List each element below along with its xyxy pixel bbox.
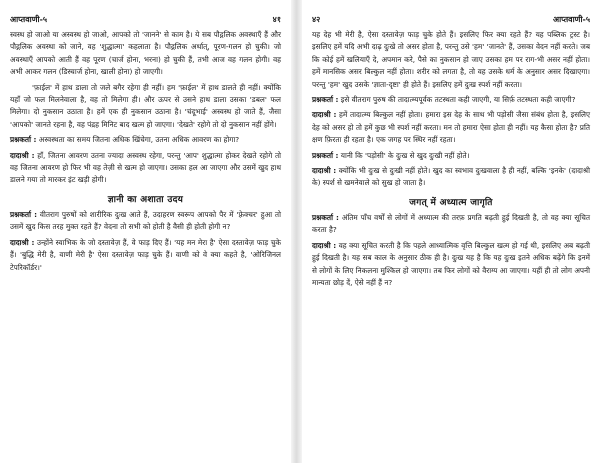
qa-paragraph bbox=[312, 150, 590, 162]
qa-paragraph bbox=[312, 109, 590, 146]
qa-paragraph bbox=[10, 237, 281, 274]
body-text bbox=[10, 29, 281, 187]
speaker-label: प्रश्नकर्ता : bbox=[312, 150, 339, 160]
qa-text: हाँ, जितना आवरण उतना ज्यादा अस्वस्थ रहेगा, परन्तु 'आप' शुद्धात्मा होकर देखते रहोगे तो वह जितना आवरण हो फिर भी वह तेज़ी से खत्म हो जाएगा। उसका हल आ जाएगा और उसमें खुद हाथ डालने गया तो मारकर इंट खड़ी होगी। bbox=[10, 150, 281, 185]
qa-text: क्योंकि भी दुःख से दुःखी नहीं होते। खुद का स्वभाव दुःखवाला है ही नहीं, बल्कि 'इनके' (दादाश्री के) स्पर्श से खमनेवाले को सुख हो जाता है। bbox=[312, 166, 590, 188]
page-number: ४१ bbox=[272, 15, 281, 24]
running-head bbox=[312, 14, 590, 25]
qa-text: इसे वीतराग पुरुष की तादात्म्यपूर्वक तटस्थता कही जाएगी, या सिर्फ़ तटस्थता कही जाएगी? bbox=[340, 95, 576, 105]
running-head bbox=[10, 14, 281, 25]
section-body bbox=[10, 209, 281, 274]
paragraph: 'फ़ाईल' में हाथ डाला तो जले बगैर रहेगा ही नहीं। हम 'फ़ाईल' में हाथ डालते ही नहीं। क्योंकि यहाँ जो फल मिलनेवाला है, वह तो मिलेगा ही। और ऊपर से उसने हाथ डाला उसका 'डबल' फल मिलेगा। दो नुकसान उठाता है। हमें एक ही नुकसान उठाना है। 'चंदूभाई' अस्वस्थ हो जाते हैं, जैसा 'आपको' जानते रहना है, वह पंद्रह मिनिट बाद खत्म हो जाएगा। 'देखते' रहोगे तो दो नुकसान नहीं होंगे। bbox=[10, 82, 281, 129]
speaker-label: दादाश्री : bbox=[312, 240, 337, 250]
book-gutter bbox=[291, 0, 302, 463]
qa-paragraph bbox=[312, 240, 590, 290]
qa-text: अस्वस्थता का समय जितना अधिक खिंचेगा, उतना अधिक आवरण का होगा? bbox=[38, 135, 240, 145]
section-heading: जगत् में अध्यात्म जागृति bbox=[409, 197, 493, 208]
speaker-label: दादाश्री : bbox=[10, 150, 35, 160]
speaker-label: दादाश्री : bbox=[312, 166, 337, 176]
speaker-label: दादाश्री : bbox=[312, 110, 337, 120]
qa-paragraph bbox=[10, 209, 281, 234]
speaker-label: दादाश्री : bbox=[10, 237, 35, 247]
qa-text: अंतिम पाँच वर्षों से लोगों में अध्यात्म की तरफ़ प्रगति बढ़ती हुई दिखती है, तो वह क्या सूचित करता है? bbox=[312, 212, 590, 235]
qa-paragraph bbox=[312, 94, 590, 106]
qa-paragraph bbox=[10, 134, 281, 146]
qa-text: वीतराग पुरुषों को शारीरिक दुःख आते हैं, उदाहरण स्वरूप आपको पैर में 'फ़्रेक्चर' हुआ तो उसमें खुद किस तरह मुक्त रहते हैं? वेदना तो सभी को होती है वैसी ही होती होगी न? bbox=[10, 209, 281, 232]
qa-paragraph bbox=[312, 212, 590, 237]
speaker-label: प्रश्नकर्ता : bbox=[312, 95, 339, 105]
speaker-label: प्रश्नकर्ता : bbox=[10, 135, 37, 145]
page-number: ४२ bbox=[312, 15, 321, 24]
qa-text: यानी कि 'पड़ोसी' के दुःख से खुद दुःखी नहीं होते। bbox=[340, 150, 470, 160]
speaker-label: प्रश्नकर्ता : bbox=[10, 209, 37, 219]
qa-paragraph bbox=[312, 165, 590, 190]
book-title: आप्तवाणी-५ bbox=[10, 15, 48, 24]
section-body bbox=[312, 212, 590, 289]
paragraph: स्वस्थ हो जाओ या अस्वस्थ हो जाओ, आपको तो 'जानने' से काम है। ये सब पौद्गलिक अवस्थाएँ हैं और पौद्गलिक अवस्था को जाने, वह 'शुद्धात्मा' कहलाता है। पौद्गलिक अर्थात्, पूरण-गलन हो चुकी। जो अवस्थाएँ आपको आती हैं वह पूरण (चार्ज होना, भरना) हो चुकी हैं, तभी आज वह गलन होगी। वह अभी आकर गलन (डिस्चार्ज होना, खाली होना) हो जाएगी। bbox=[10, 30, 281, 77]
right-page bbox=[302, 0, 600, 463]
qa-paragraph bbox=[10, 150, 281, 187]
qa-text: हमें तादात्म्य बिल्कुल नहीं होता। हमारा इस देह के साथ भी पड़ोसी जैसा संबंध होता है, इसलिए देह को असर हो तो हमें कुछ भी स्पर्श नहीं करता। मन तो हमारा ऐसा होता ही नहीं। यह कैसा होता है? प्रति क्षण फ़िरता ही रहता है। एक जगह पर स्थिर नहीं रहता। bbox=[312, 110, 591, 145]
book-title: आप्तवाणी-५ bbox=[552, 15, 590, 24]
section-heading: ज्ञानी का अशाता उदय bbox=[107, 194, 184, 205]
speaker-label: प्रश्नकर्ता : bbox=[312, 212, 339, 222]
paragraph: यह देह भी मेरी है, ऐसा दस्तावेज़ फाड़ चुके होते हैं। इसलिए फिर क्या रहते हैं? यह पब्लिक ट्रस्ट है। इसलिए हमें यदि अभी दाढ़ दुःखे तो असर होता है, परन्तु उसे 'हम' 'जानते' हैं, उसका वेदन नहीं करते। जब कि कोई हमें खलियाएँ दे, अपमान करे, पैसे का नुकसान हो जाए उसका हम पर राग-भी असर नहीं होता। हमें मानसिक असर बिल्कुल नहीं होता। शरीर को लगता है, तो वह उसके धर्म के अनुसार असर दिखाएगा। परन्तु 'हम' खुद उसके 'ज्ञाता-दृष्टा' ही होते हैं। इसलिए हमें दुःख स्पर्श नहीं करता। bbox=[312, 30, 590, 89]
body-text bbox=[312, 29, 590, 190]
qa-text: वह क्या सूचित करती है कि पहले आध्यात्मिक वृत्ति बिल्कुल खत्म हो गई थी, इसलिए अब बढ़ती हुई दिखती है। यह सब काल के अनुसार ठीक ही है। दुःख यह है कि यह दुःख इतने अधिक बढ़ेंगे कि इनमें से लोगों के लिए निकलना मुश्किल हो जाएगा। तब फिर लोगों को वैराग्य आ जाएगा। यहीं ही तो लोग अपनी मान्यता छोड़ दें, ऐसे नहीं हैं न? bbox=[312, 240, 591, 287]
left-page bbox=[0, 0, 291, 463]
qa-text: उन्होंने स्वाभिक के जो दस्तावेज़ हैं, वे फाड़ दिए हैं। 'यह मन मेरा है' ऐसा दस्तावेज़ फाड़ चुके हैं। 'बुद्धि मेरी है, वाणी मेरी है' ऐसा दस्तावेज़ फाड़ चुके हैं। वाणी को वे क्या कहते है, 'ओरिजिनल टेपरिकॉर्डर।' bbox=[10, 237, 282, 272]
